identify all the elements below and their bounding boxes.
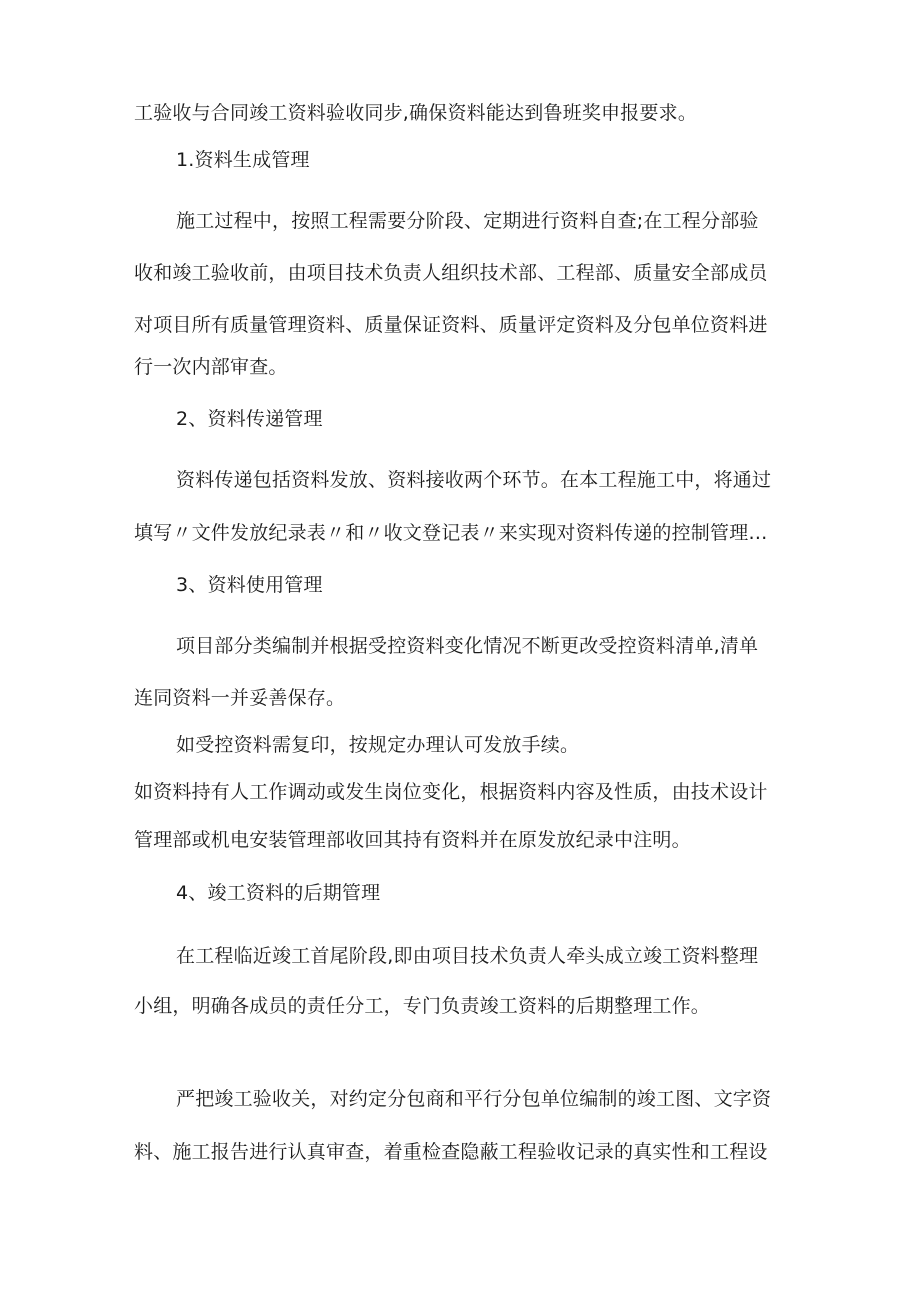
section-heading-3: 3、资料使用管理 (176, 574, 323, 596)
paragraph-line: 如资料持有人工作调动或发生岗位变化，根据资料内容及性质，由技术设计 (134, 781, 768, 803)
paragraph-line: 管理部或机电安装管理部收回其持有资料并在原发放纪录中注明。 (134, 829, 691, 851)
paragraph-line: 严把竣工验收关，对约定分包商和平行分包单位编制的竣工图、文字资 (176, 1088, 772, 1110)
paragraph-line: 行一次内部审查。 (134, 356, 288, 378)
paragraph-line: 收和竣工验收前，由项目技术负责人组织技术部、工程部、质量安全部成员 (134, 262, 768, 284)
section-heading-1: 1.资料生成管理 (176, 149, 310, 171)
paragraph-line: 小组，明确各成员的责任分工，专门负责竣工资料的后期整理工作。 (134, 995, 711, 1017)
paragraph-line: 在工程临近竣工首尾阶段,即由项目技术负责人牵头成立竣工资料整理 (176, 945, 759, 967)
section-heading-4: 4、竣工资料的后期管理 (176, 882, 381, 904)
paragraph-line: 如受控资料需复印，按规定办理认可发放手续。 (176, 734, 580, 756)
paragraph-line: 对项目所有质量管理资料、质量保证资料、质量评定资料及分包单位资料进 (134, 314, 768, 336)
section-heading-2: 2、资料传递管理 (176, 408, 323, 430)
paragraph-line: 连同资料一并妥善保存。 (134, 687, 346, 709)
paragraph-line: 资料传递包括资料发放、资料接收两个环节。在本工程施工中，将通过 (176, 469, 772, 491)
paragraph-line: 料、施工报告进行认真审查，着重检查隐蔽工程验收记录的真实性和工程设 (134, 1141, 768, 1163)
paragraph-line: 施工过程中，按照工程需要分阶段、定期进行资料自查;在工程分部验 (176, 210, 759, 232)
paragraph-line: 填写〃文件发放纪录表〃和〃收文登记表〃来实现对资料传递的控制管理… (134, 522, 768, 544)
paragraph-line: 项目部分类编制并根据受控资料变化情况不断更改受控资料清单,清单 (176, 635, 759, 657)
paragraph-continuation-line: 工验收与合同竣工资料验收同步,确保资料能达到鲁班奖申报要求。 (134, 102, 698, 124)
